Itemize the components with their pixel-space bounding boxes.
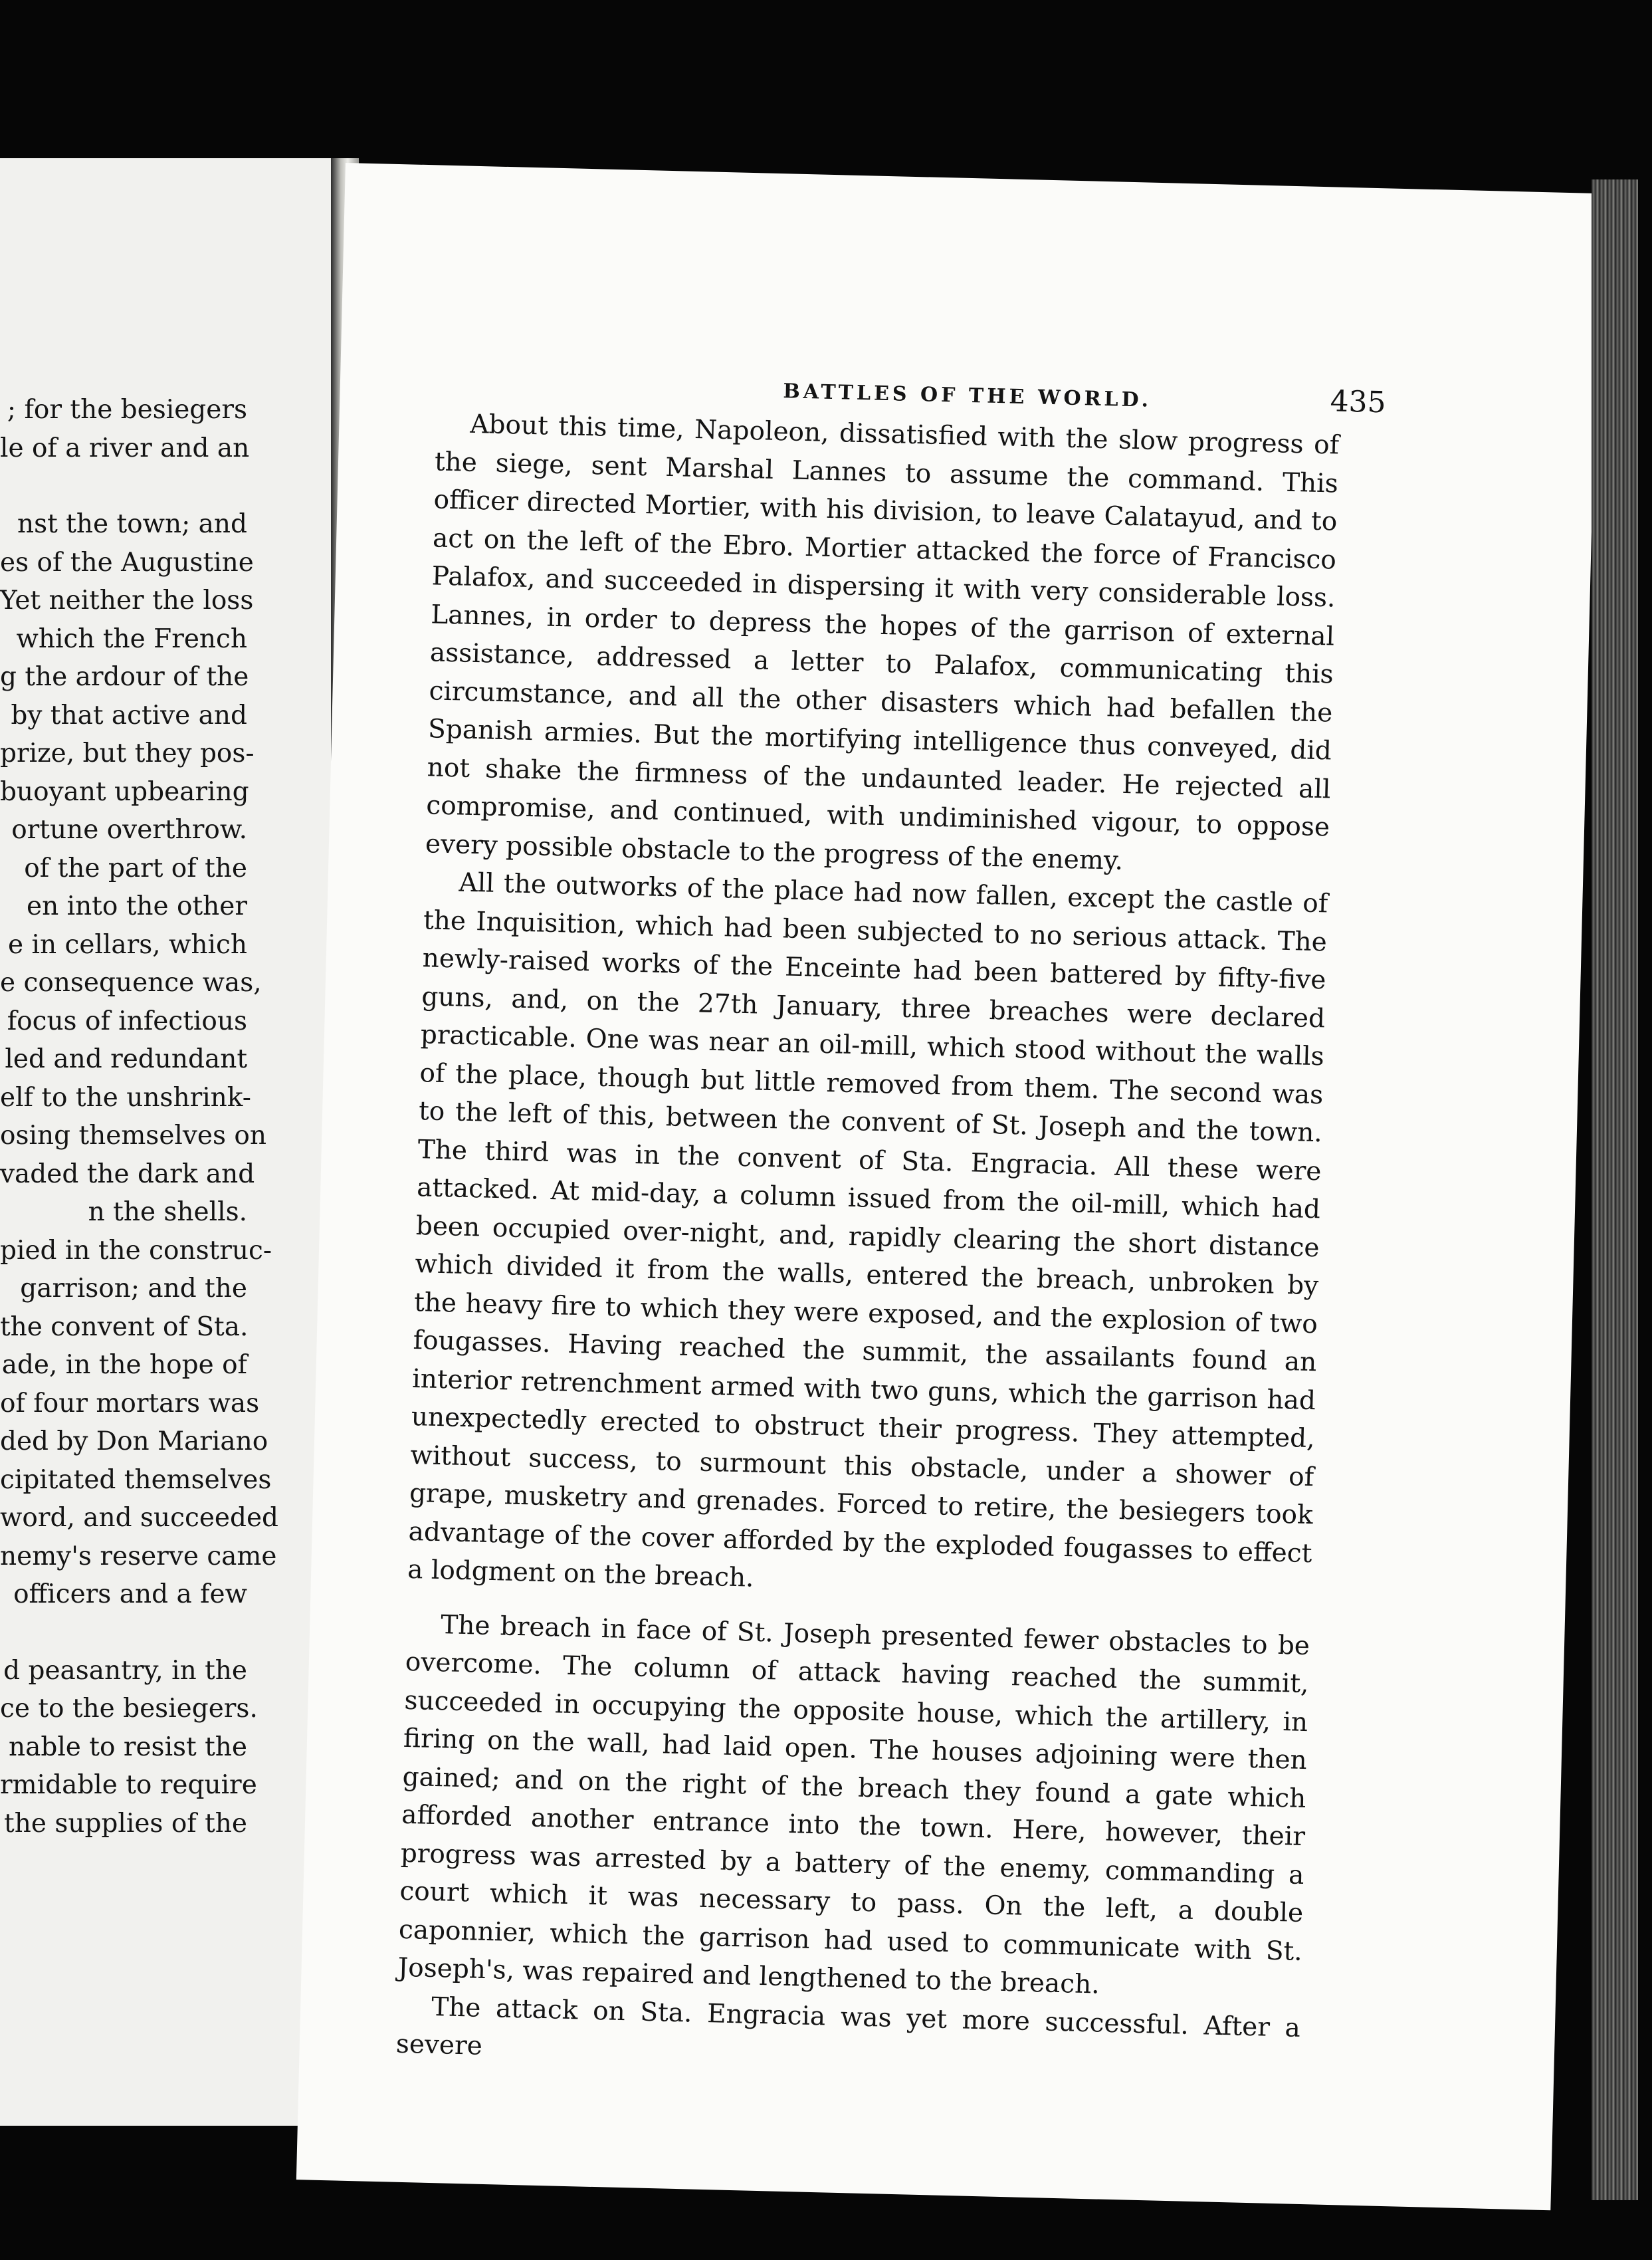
left-page-line: pied in the construc- [0,1235,272,1266]
left-page-line: ortune overthrow. [11,815,247,845]
left-page-text [0,391,278,1843]
paragraph: The attack on Sta. Engracia was yet more successful. After a severe [395,1991,1301,2061]
left-page-line: d peasantry, in the [3,1655,247,1686]
left-page-line: e consequence was, [0,968,262,998]
body-text [395,404,1340,2085]
left-page-line: nable to resist the [9,1732,247,1762]
left-page-line: osing themselves on [0,1121,266,1151]
left-page-line: nst the town; and [17,509,247,539]
left-page-line: n the shells. [88,1197,247,1227]
left-page-line: the supplies of the [4,1808,247,1839]
left-page-line: nemy's reserve came [0,1541,277,1571]
paragraph: All the outworks of the place had now fallen, except the castle of the Inquisition, which had been subjected to no serious attack. The newly-raised works of the Enceinte had been battered by fifty-five guns, and, on the 27th January, three breaches were declared practicable. One was near an oil-mill, which stood without the walls of the place, though but little removed from them. The second was to the left of this, between the convent of St. Joseph and the town. The third was in the convent of Sta. Engracia. All these were attacked. At mid-day, a column issued from the oil-mill, which had been occupied over-night, and, rapidly clearing the short distance which divided it from the walls, entered the breach, unbroken by the heavy fire to which they were exposed, and the explosion of two fougasses. Having reached the summit, the assailants found an interior retrenchment armed with two guns, which the garrison had unexpectedly erected to obstruct their progress. They attempted, without success, to surmount this obstacle, under a shower of grape, musketry and grenades. Forced to retire, the besiegers took advantage of the cover afforded by the exploded fougasses to effect a lodgment on the breach. [407,867,1328,1593]
left-page-line: ce to the besiegers. [0,1694,258,1724]
paragraph: The breach in face of St. Joseph presented fewer obstacles to be overcome. The column of attack having reached the summit, succeeded in occupying the opposite house, which the artillery, in firing on the wall, had laid open. The houses adjoining were then gained; and on the right of the breach they found a gate which afforded another entrance into the town. Here, however, their progress was arrested by a battery of the enemy, commanding a court which it was necessary to pass. On the left, a double caponnier, which the garrison had used to communicate with St. Joseph's, was repaired and lengthened to the breach. [397,1609,1310,2000]
left-page-line: cipitated themselves [0,1464,272,1495]
page-block-edge [1592,179,1638,2200]
left-page [0,158,331,2126]
left-page-line: garrison; and the [20,1274,247,1303]
running-head: BATTLES OF THE WORLD. [782,380,1152,412]
left-page-line: ade, in the hope of [1,1350,247,1380]
left-page-line: the convent of Sta. [0,1311,249,1342]
left-page-line: g the ardour of the [0,662,249,692]
left-page-line [0,1614,247,1652]
left-page-line: en into the other [27,891,247,921]
left-page-line: vaded the dark and [0,1159,255,1189]
left-page-line: focus of infectious [7,1006,247,1036]
left-page-line: by that active and [11,700,247,731]
left-page-line: e in cellars, which [8,929,247,960]
left-page-line: word, and succeeded [0,1503,278,1533]
left-page-line [0,467,247,505]
right-page [296,163,1600,2210]
paragraph: About this time, Napoleon, dissatisfied with the slow progress of the siege, sent Marshal Lannes to assume the command. This officer directed Mortier, with his division, to leave Calatayud, and to act on the left of the Ebro. Mortier attacked the force of Francisco Palafox, and succeeded in dispersing it with very considerable loss. Lannes, in order to depress the hopes of the garrison of external assistance, addressed a letter to Palafox, communicating this circumstance, and all the other disasters which had befallen the Spanish armies. But the mortifying intelligence thus conveyed, did not shake the firmness of the undaunted leader. He rejected all compromise, and continued, with undiminished vigour, to oppose every possible obstacle to the progress of the enemy. [425,409,1340,876]
left-page-line: of four mortars was [0,1388,260,1418]
left-page-line: ded by Don Mariano [0,1426,268,1456]
page-number: 435 [1330,384,1387,420]
left-page-line: Yet neither the loss [0,586,254,616]
left-page-line: of the part of the [24,853,247,883]
left-page-line: officers and a few [13,1579,247,1609]
left-page-line: buoyant upbearing [0,776,249,807]
left-page-line: rmidable to require [0,1770,257,1800]
left-page-line: prize, but they pos- [0,738,255,768]
left-page-line: elf to the unshrink- [0,1082,251,1113]
left-page-line: led and redundant [5,1044,247,1074]
left-page-line: le of a river and an [0,433,250,463]
left-page-line: which the French [16,623,247,654]
left-page-line: ; for the besiegers [7,395,247,425]
left-page-line: es of the Augustine [0,547,254,578]
